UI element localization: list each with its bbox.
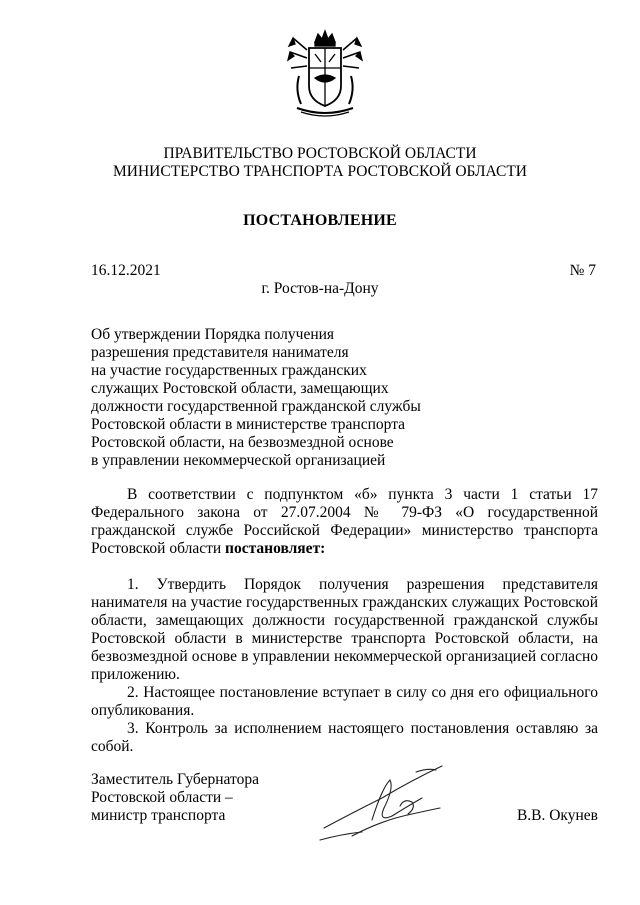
signer-position <box>91 771 259 825</box>
document-subject <box>91 326 421 470</box>
document-number: № 7 <box>569 262 596 279</box>
signer-position-line: Заместитель Губернатора <box>91 771 259 788</box>
subject-line: в управлении некоммерческой организацией <box>91 452 386 469</box>
preamble-paragraph <box>91 486 598 558</box>
coat-of-arms-emblem <box>287 28 363 120</box>
resolution-items <box>91 576 598 756</box>
resolution-item-1: 1. Утвердить Порядок получения разрешения представителя нанимателя на участие государственных гражданских служащих Ростовской области, замещающих должности государственной гражданской службы Ростовской области в министерстве транспорта Ростовской области, на безвозмездной основе в управлении некоммерческой организацией согласно приложению. <box>91 576 598 683</box>
handwritten-signature <box>312 758 452 848</box>
document-city: г. Ростов-на-Дону <box>261 280 379 297</box>
signer-name: В.В. Окунев <box>516 807 598 824</box>
subject-line: служащих Ростовской области, замещающих <box>91 380 389 397</box>
document-date: 16.12.2021 <box>91 262 161 279</box>
document-type-title: ПОСТАНОВЛЕНИЕ <box>243 212 397 229</box>
subject-line: на участие государственных гражданских <box>91 362 367 379</box>
preamble-bold-verb: постановляет: <box>225 540 326 557</box>
subject-line: Ростовской области в министерстве транспорта <box>91 416 406 433</box>
signer-position-line: Ростовской области – <box>91 789 233 806</box>
resolution-item-2: 2. Настоящее постановление вступает в силу со дня его официального опубликования. <box>91 684 598 719</box>
subject-line: Об утверждении Порядка получения <box>91 326 335 343</box>
subject-line: должности государственной гражданской службы <box>91 398 421 415</box>
preamble-text: В соответствии с подпунктом «б» пункта 3 части 1 статьи 17 Федерального закона от 27.07.2004 № 79-ФЗ «О государственной гражданской службе Российской Федерации» министерство транспорта Ростовской области <box>91 486 598 557</box>
resolution-item-3: 3. Контроль за исполнением настоящего постановления оставляю за собой. <box>91 720 598 755</box>
subject-line: разрешения представителя нанимателя <box>91 344 349 361</box>
subject-line: Ростовской области, на безвозмездной основе <box>91 434 394 451</box>
signer-position-line: министр транспорта <box>91 807 226 824</box>
organization-line-1: ПРАВИТЕЛЬСТВО РОСТОВСКОЙ ОБЛАСТИ <box>163 145 477 162</box>
organization-line-2: МИНИСТЕРСТВО ТРАНСПОРТА РОСТОВСКОЙ ОБЛАСТИ <box>113 163 527 180</box>
